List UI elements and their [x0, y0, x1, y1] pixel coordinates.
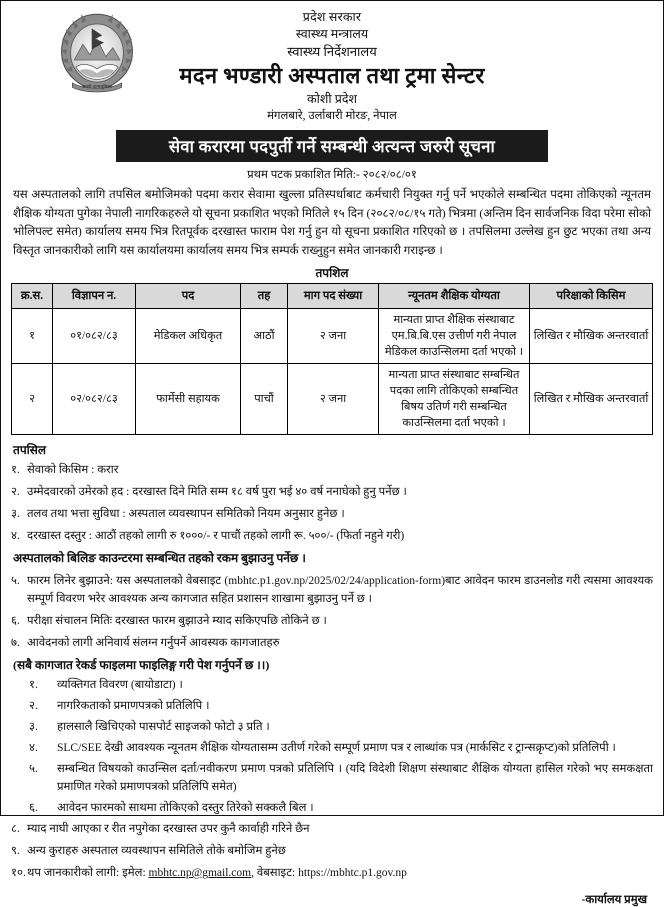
list-item-number: ५. — [11, 575, 20, 587]
list-item-number: ९. — [11, 845, 20, 857]
form-download-text-post: )बाट आवेदन फारम डाउनलोड गरी त्यसमा आवश्यक सम्पूर्ण विवरण भरेर आवश्यक अन्य कागजात सहित प्रशासन शाखामा बुझाउनु पर्ने छ । — [27, 575, 653, 605]
cell-count: २ जना — [288, 364, 379, 435]
list-item — [11, 718, 653, 736]
bank-payment-note: अस्पतालको बिलिङ काउन्टरमा सम्बन्धित तहको रकम बुझाउनु पर्नेछ । — [13, 551, 306, 565]
list-item-number: ६. — [11, 615, 20, 627]
list-item-number: २. — [29, 700, 38, 712]
list-item-number: ७. — [11, 637, 20, 649]
list-item — [11, 676, 653, 694]
nepal-emblem-icon — [53, 9, 141, 97]
list-item-number: १. — [29, 679, 38, 691]
cell-level: आठौं — [241, 309, 288, 364]
list-item-number: १. — [11, 464, 20, 476]
details-heading: तपसिल — [13, 443, 47, 457]
office-address: मंगलबारे, उर्लाबारी मोरङ, नेपाल — [267, 110, 397, 122]
list-item-text: नागरिकताको प्रमाणपत्रको प्रतिलिपि । — [57, 700, 210, 712]
list-item-text — [27, 864, 653, 882]
list-item-number: ६. — [29, 802, 38, 814]
contact-prefix-label: थप जानकारीको लागी: इमेल: — [27, 867, 146, 879]
list-item — [11, 697, 653, 715]
cell-post: मेडिकल अधिकृत — [136, 309, 241, 364]
table-row — [12, 309, 653, 364]
svg-text:जननी जन्मभूमिश्च: जननी जन्मभूमिश्च — [81, 84, 113, 90]
list-item — [11, 864, 653, 882]
cell-post: फार्मेसी सहायक — [136, 364, 241, 435]
list-item-text: अन्य कुराहरु अस्पताल व्यवस्थापन समितिले तोके बमोजिम हुनेछ — [27, 845, 286, 857]
list-item-number: ४. — [29, 742, 38, 754]
table-row — [12, 364, 653, 435]
list-item-text: व्यक्तिगत विवरण (बायोडाटा) । — [57, 679, 183, 691]
cell-education: मान्यता प्राप्त संस्थाबाट सम्बन्धित पदका लागि तोकिएको सम्बन्धित बिषय उतिर्ण गरी सम्बन्धित काउन्सिलमा दर्ता भएको । — [379, 364, 530, 435]
province-name: कोशी प्रदेश — [307, 92, 357, 106]
cell-sn: १ — [12, 309, 53, 364]
list-item — [11, 842, 653, 860]
cell-ad-no: ०१/०८२/८३ — [53, 309, 136, 364]
cell-education: मान्यता प्राप्त शैक्षिक संस्थाबाट एम.बि.बि.एस उत्तीर्ण गरी नेपाल मेडिकल काउन्सिलमा दर्ता भएको । — [379, 309, 530, 364]
list-item-number: १०. — [11, 867, 26, 879]
cell-ad-no: ०२/०८२/८३ — [53, 364, 136, 435]
details-list-continued — [11, 572, 653, 652]
list-item-text: उम्मेदवारको उमेरको हद : दरखास्त दिने मिति सम्म १८ वर्ष पुरा भई ४० वर्ष ननाघेको हुनु पर्नेछ । — [27, 486, 407, 498]
list-item-number: ५. — [29, 763, 38, 775]
list-item — [11, 634, 653, 652]
list-item-text: तलव तथा भत्ता सुविधा : अस्पताल व्यवस्थापन समितिको नियम अनुसार हुनेछ । — [27, 508, 345, 520]
list-item — [11, 612, 653, 630]
list-item-text: सम्बन्धित विषयको काउन्सिल दर्ता/नवीकरण प्रमाण पत्रको प्रतिलिपि । (यदि विदेशी शिक्षण संस्थाबाट शैक्षिक योग्यता हासिल गरेको भए समकक्षता प्रमाणित गरेको प्रमाणपत्रको प्रतिलिपि समेत) — [57, 763, 653, 793]
notice-banner-title: सेवा करारमा पदपुर्ती गर्ने सम्बन्धी अत्यन्त जरुरी सूचना — [116, 130, 548, 162]
vacancy-table — [11, 283, 653, 435]
publication-date: प्रथम पटक प्रकाशित मिति:- २०८२/०८/०१ — [247, 169, 417, 181]
list-item-text: आवेदन फारमको साथमा तोकिएको दस्तुर तिरेको सक्कलै बिल । — [57, 802, 314, 814]
column-header-sn: क्र.स. — [12, 284, 53, 309]
list-item-text — [27, 572, 653, 608]
column-header-education: न्यूनतम शैक्षिक योग्यता — [379, 284, 530, 309]
column-header-level: तह — [241, 284, 288, 309]
required-documents-list — [11, 676, 653, 817]
cell-sn: २ — [12, 364, 53, 435]
cell-count: २ जना — [288, 309, 379, 364]
list-item-number: ४. — [11, 530, 20, 542]
column-header-post: पद — [136, 284, 241, 309]
header-directorate-line: स्वास्थ्य निर्देशनालय — [287, 44, 377, 59]
list-item — [11, 527, 653, 545]
organization-name: मदन भण्डारी अस्पताल तथा ट्रमा सेन्टर — [179, 63, 485, 88]
list-item-text: परीक्षा संचालन मितिः दरखास्त फारम बुझाउने म्याद सकिएपछि तोकिने छ । — [27, 615, 327, 627]
details-list-final — [11, 820, 653, 882]
list-item — [11, 820, 653, 838]
list-item-number: ३. — [29, 721, 38, 733]
list-item — [11, 572, 653, 608]
list-item-number: २. — [11, 486, 20, 498]
header-government-line: प्रदेश सरकार — [302, 10, 362, 24]
list-item — [11, 461, 653, 479]
column-header-count: माग पद संख्या — [288, 284, 379, 309]
list-item — [11, 760, 653, 796]
documents-filing-note: (सबै कागजात रेकर्ड फाइलमा फाइलिङ्ग गरी पेश गर्नुपर्ने छ ।।) — [13, 658, 270, 672]
list-item-text: दरखास्त दस्तुर : आठौं तहको लागी रु १०००/- र पाचौं तहको लागी रू. ५००/- (फिर्ता नहुने गरी) — [27, 530, 405, 542]
contact-website-link[interactable]: https://mbhtc.p1.gov.np — [298, 867, 407, 879]
list-item — [11, 505, 653, 523]
document-header — [11, 7, 653, 162]
cell-level: पाचौं — [241, 364, 288, 435]
cell-exam-type: लिखित र मौखिक अन्तरवार्ता — [530, 309, 653, 364]
office-chief-signature: -कार्यालय प्रमुख — [581, 894, 647, 906]
list-item-number: ८. — [11, 823, 20, 835]
details-list — [11, 461, 653, 545]
column-header-exam: परिक्षाको किसिम — [530, 284, 653, 309]
contact-email-link[interactable]: mbhtc.np@gmail.com — [148, 867, 252, 879]
column-header-ad-no: विज्ञापन न. — [53, 284, 136, 309]
list-item — [11, 483, 653, 501]
application-form-link[interactable]: mbhtc.p1.gov.np/2025/02/24/application-form — [228, 575, 442, 587]
intro-paragraph: यस अस्पतालको लागि तपसिल बमोजिमको पदमा करार सेवामा खुल्ला प्रतिस्पर्धाबाट कर्मचारी नियुक्त गर्नु पर्ने भएकोले सम्बन्धित पदमा तोकिएको न्यूनतम शैक्षिक योग्यता पुगेका नेपाली नागरिकहरुले यो सूचना प्रकाशित भएको मितिले १५ दिन (२०८२/०८/१५ गते) भित्रमा (अन्तिम दिन सार्वजनिक विदा परेमा सोको भोलिपल्ट समेत) कार्यालय समय भित्र रितपूर्वक दरखास्त फाराम पेश गर्नु हुन यो सूचना प्रकाशित गरिएको छ । तपसिलमा उल्लेख हुन छुट भएका तथा अन्य विस्तृत जानकारीको लागि यस कार्यालयमा कार्यालय समय भित्र सम्पर्क राख्नुहुन समेत जानकारी गराइन्छ । — [13, 188, 651, 257]
list-item-text: सेवाको किसिम : करार — [27, 464, 119, 476]
list-item — [11, 739, 653, 757]
header-ministry-line: स्वास्थ्य मन्त्रालय — [295, 27, 369, 41]
list-item-text: SLC/SEE देखी आवश्यक न्यूनतम शैक्षिक योग्यतासम्म उतीर्ण गरेको सम्पूर्ण प्रमाण पत्र र लाब्धांक पत्र (मार्कसिट र ट्रान्सक्रृप्ट)को प्रतिलिपी । — [57, 742, 616, 754]
list-item-text: म्याद नाघी आएका र रीत नपुगेका दरखास्त उपर कुनै कार्वाही गरिने छैन — [27, 823, 310, 835]
table-heading: तपशिल — [315, 266, 349, 280]
list-item-number: ३. — [11, 508, 20, 520]
cell-exam-type: लिखित र मौखिक अन्तरवार्ता — [530, 364, 653, 435]
list-item — [11, 799, 653, 817]
form-download-text-pre: फारम लिनेर बुझाउने: यस अस्पतालको वेबसाइट ( — [27, 575, 229, 587]
list-item-text: आवेदनको लागी अनिवार्य संलग्न गर्नुपर्ने आवस्यक कागजातहरु — [27, 637, 280, 649]
contact-mid-label: , वेबसाइट: — [251, 867, 296, 879]
list-item-text: हालसालै खिचिएको पासपोर्ट साइजको फोटो ३ प्रति । — [57, 721, 270, 733]
table-header-row — [12, 284, 653, 309]
